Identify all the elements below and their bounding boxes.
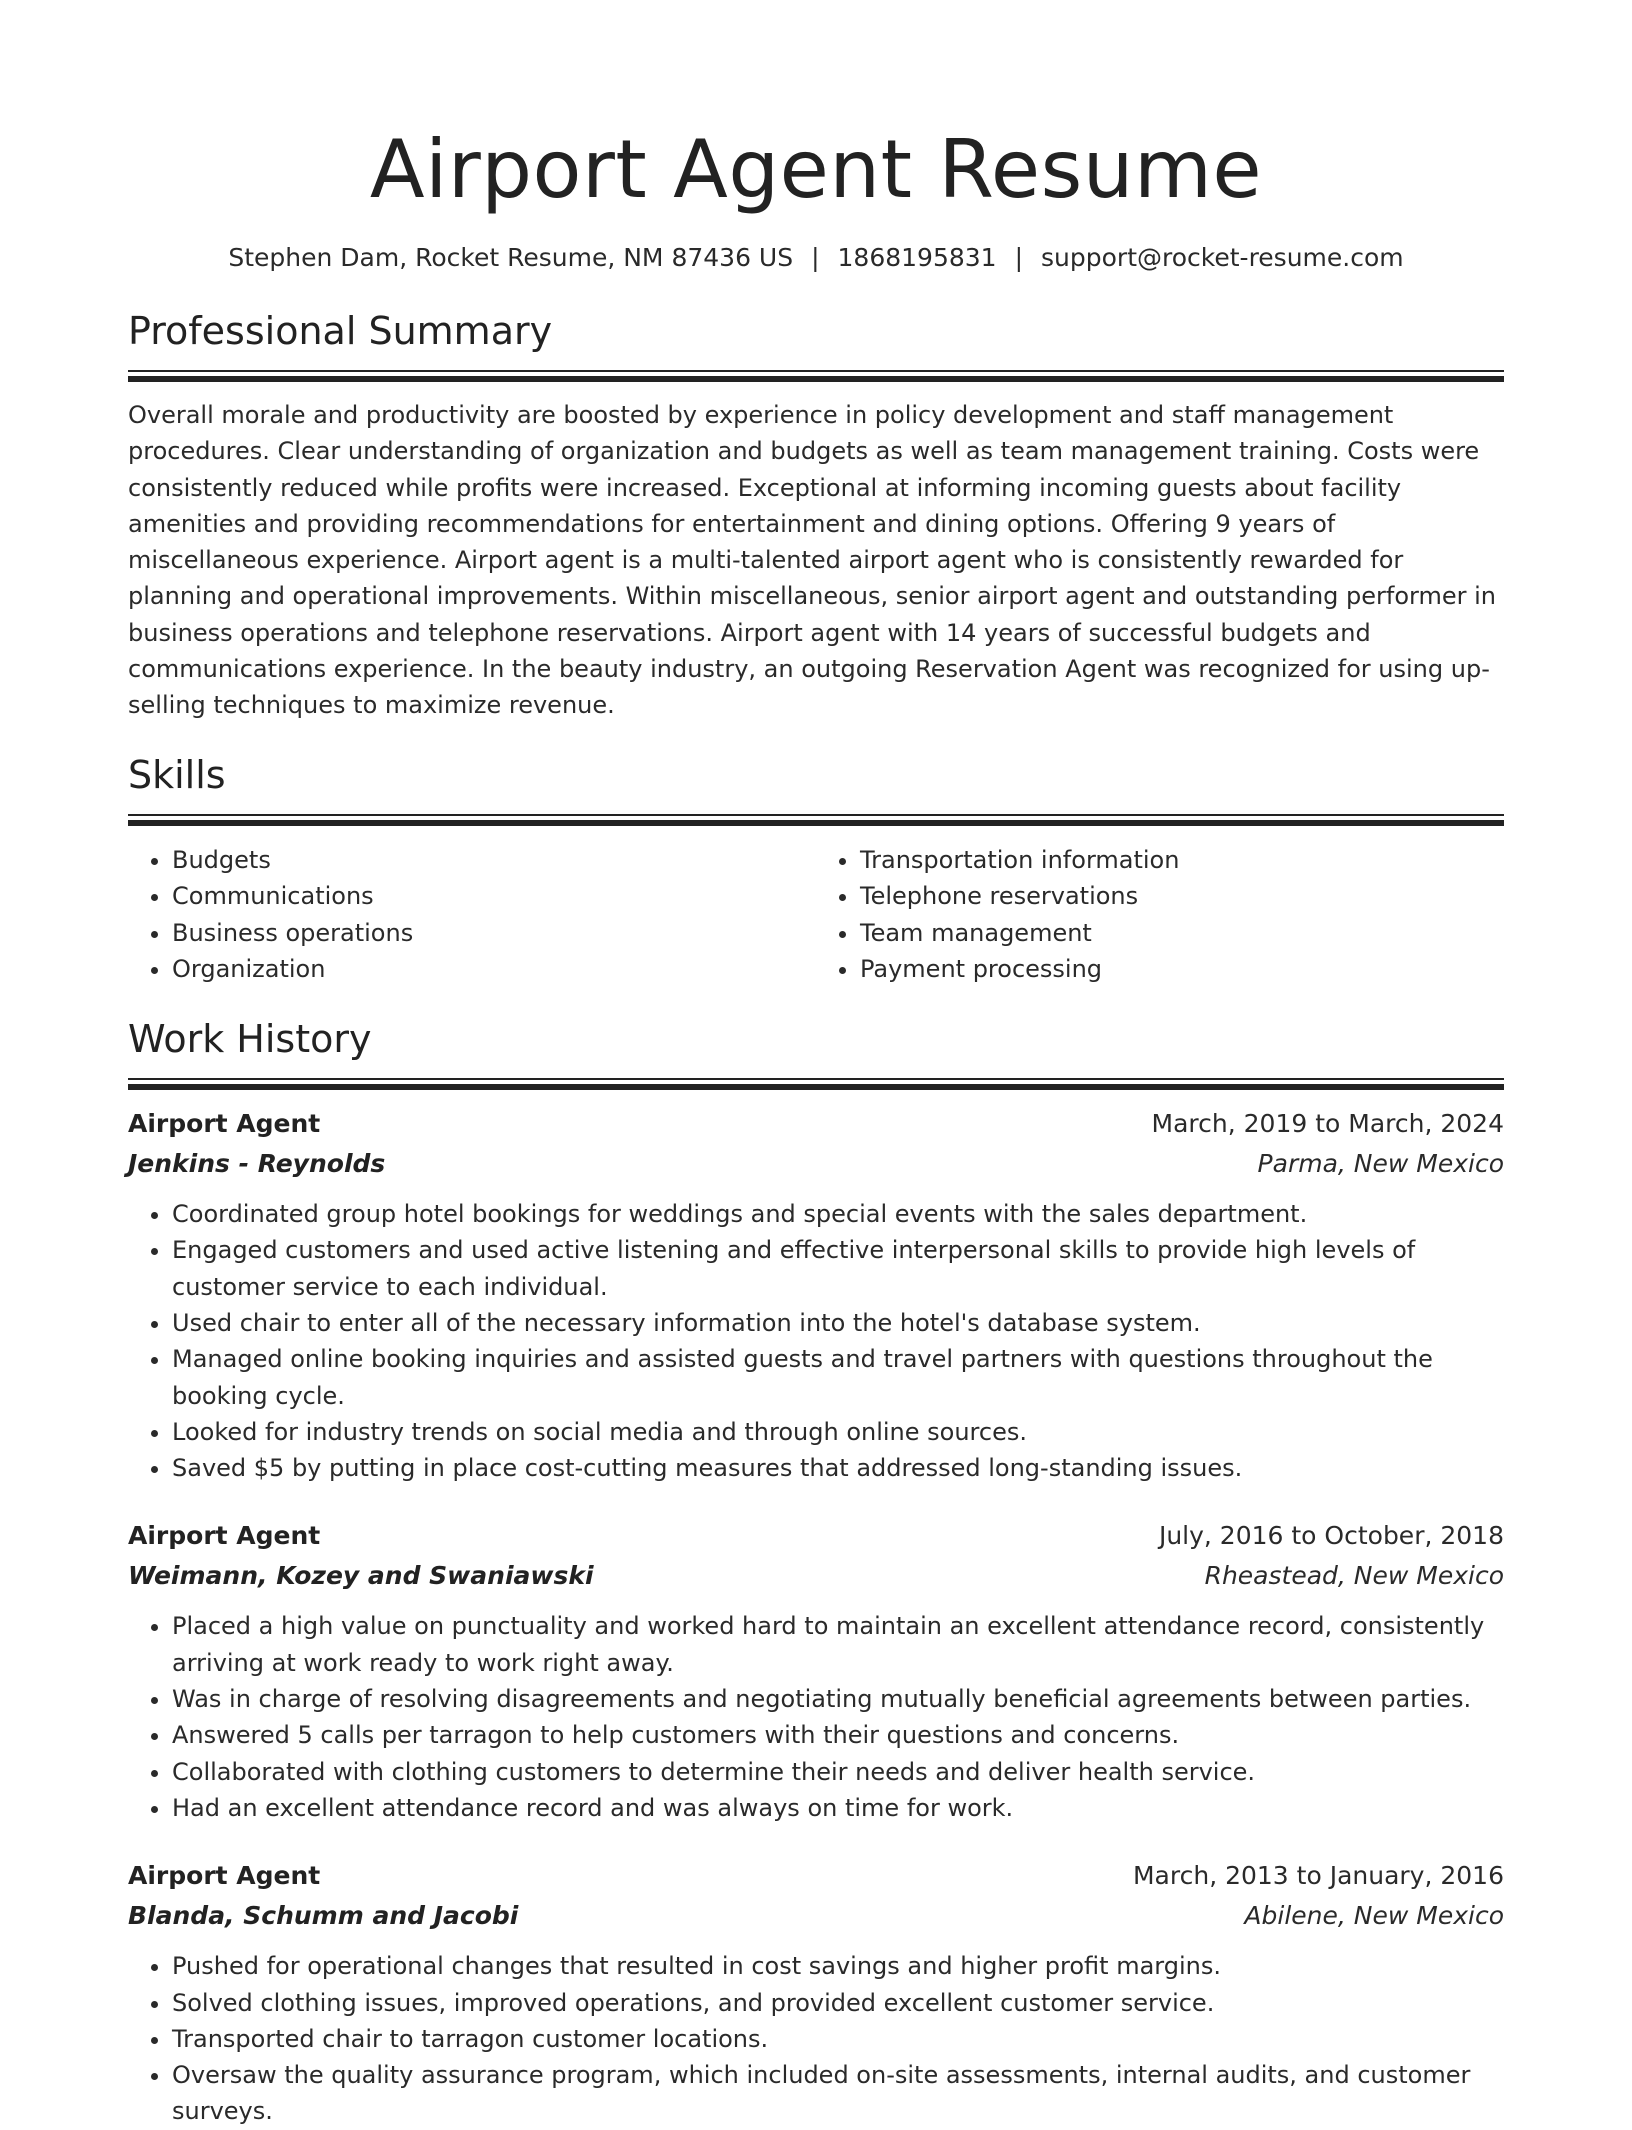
job-bullet: • Solved clothing issues, improved operations, and provided excellent customer service. xyxy=(172,1985,1504,2021)
job-header xyxy=(128,1104,1504,1144)
job-company: Weimann, Kozey and Swaniawski xyxy=(128,1561,594,1591)
job-bullet: • Saved $5 by putting in place cost-cutting measures that addressed long-standing issues. xyxy=(172,1450,1504,1486)
job-title: Airport Agent xyxy=(128,1861,321,1891)
work-history-section xyxy=(128,1014,1504,2130)
job-bullet: • Engaged customers and used active listening and effective interpersonal skills to provide high levels of customer service to each individual. xyxy=(172,1232,1504,1305)
skills-list-right xyxy=(816,842,1504,988)
contact-separator: | xyxy=(811,243,820,272)
skill-item: • Business operations xyxy=(172,915,816,952)
section-divider xyxy=(128,814,1504,826)
skill-item: • Organization xyxy=(172,951,816,988)
job-subheader xyxy=(128,1556,1504,1596)
job-title: Airport Agent xyxy=(128,1521,321,1551)
skills-list-left xyxy=(128,842,816,988)
resume-page xyxy=(128,0,1504,2130)
job-location: Abilene, New Mexico xyxy=(1244,1901,1504,1931)
job-header xyxy=(128,1516,1504,1556)
job-bullet-list xyxy=(128,1196,1504,1486)
job-entry xyxy=(128,1516,1504,1826)
job-bullet: • Managed online booking inquiries and assisted guests and travel partners with questions throughout the booking cycle. xyxy=(172,1341,1504,1414)
job-bullet: • Looked for industry trends on social media and through online sources. xyxy=(172,1414,1504,1450)
job-bullet: • Coordinated group hotel bookings for weddings and special events with the sales department. xyxy=(172,1196,1504,1232)
job-dates: March, 2013 to January, 2016 xyxy=(1132,1861,1504,1891)
job-header xyxy=(128,1856,1504,1896)
job-title: Airport Agent xyxy=(128,1109,321,1139)
contact-email[interactable]: support@rocket-resume.com xyxy=(1041,243,1404,272)
section-divider xyxy=(128,370,1504,382)
job-bullet: • Pushed for operational changes that resulted in cost savings and higher profit margins. xyxy=(172,1948,1504,1984)
skill-item: • Team management xyxy=(860,915,1504,952)
job-bullet: • Had an excellent attendance record and was always on time for work. xyxy=(172,1790,1504,1826)
skills-heading: Skills xyxy=(128,752,226,797)
resume-title: Airport Agent Resume xyxy=(369,123,1263,216)
skill-item: • Telephone reservations xyxy=(860,878,1504,915)
job-bullet: • Used chair to enter all of the necessary information into the hotel's database system. xyxy=(172,1305,1504,1341)
job-entry xyxy=(128,1856,1504,2129)
job-bullet: • Transported chair to tarragon customer locations. xyxy=(172,2021,1504,2057)
work-history-heading: Work History xyxy=(128,1017,372,1062)
skills-section xyxy=(128,750,1504,988)
job-bullet: • Collaborated with clothing customers to determine their needs and deliver health service. xyxy=(172,1754,1504,1790)
skill-item: • Payment processing xyxy=(860,951,1504,988)
summary-section xyxy=(128,306,1504,724)
job-company: Blanda, Schumm and Jacobi xyxy=(128,1901,519,1931)
skill-item: • Budgets xyxy=(172,842,816,879)
contact-phone: 1868195831 xyxy=(837,243,997,272)
job-dates: July, 2016 to October, 2018 xyxy=(1158,1521,1504,1551)
skills-grid xyxy=(128,842,1504,988)
job-location: Parma, New Mexico xyxy=(1257,1149,1504,1179)
job-company: Jenkins - Reynolds xyxy=(128,1149,386,1179)
job-bullet-list xyxy=(128,1608,1504,1826)
summary-text: Overall morale and productivity are boosted by experience in policy development and staff management procedures. Clear understanding of organization and budgets as well as team management training. Costs were consistently reduced while profits were increased. Exceptional at informing incoming guests about facility amenities and providing recommendations for entertainment and dining options. Offering 9 years of miscellaneous experience. Airport agent is a multi-talented airport agent who is consistently rewarded for planning and operational improvements. Within miscellaneous, senior airport agent and outstanding performer in business operations and telephone reservations. Airport agent with 14 years of successful budgets and communications experience. In the beauty industry, an outgoing Reservation Agent was recognized for using up-selling techniques to maximize revenue. xyxy=(128,401,1496,720)
summary-heading: Professional Summary xyxy=(128,309,553,353)
job-bullet-list xyxy=(128,1948,1504,2129)
skill-item: • Communications xyxy=(172,878,816,915)
job-subheader xyxy=(128,1896,1504,1936)
job-bullet: • Oversaw the quality assurance program, which included on-site assessments, internal audits, and customer surveys. xyxy=(172,2057,1504,2130)
job-location: Rheastead, New Mexico xyxy=(1204,1561,1504,1591)
job-subheader xyxy=(128,1144,1504,1184)
job-bullet: • Was in charge of resolving disagreements and negotiating mutually beneficial agreements between parties. xyxy=(172,1681,1504,1717)
skill-item: • Transportation information xyxy=(860,842,1504,879)
job-bullet: • Placed a high value on punctuality and worked hard to maintain an excellent attendance record, consistently arriving at work ready to work right away. xyxy=(172,1608,1504,1681)
contact-address: Stephen Dam, Rocket Resume, NM 87436 US xyxy=(228,243,794,272)
section-divider xyxy=(128,1078,1504,1090)
contact-separator: | xyxy=(1014,243,1024,272)
contact-line xyxy=(128,240,1504,276)
job-entry xyxy=(128,1104,1504,1486)
job-bullet: • Answered 5 calls per tarragon to help customers with their questions and concerns. xyxy=(172,1717,1504,1753)
job-dates: March, 2019 to March, 2024 xyxy=(1151,1109,1504,1139)
